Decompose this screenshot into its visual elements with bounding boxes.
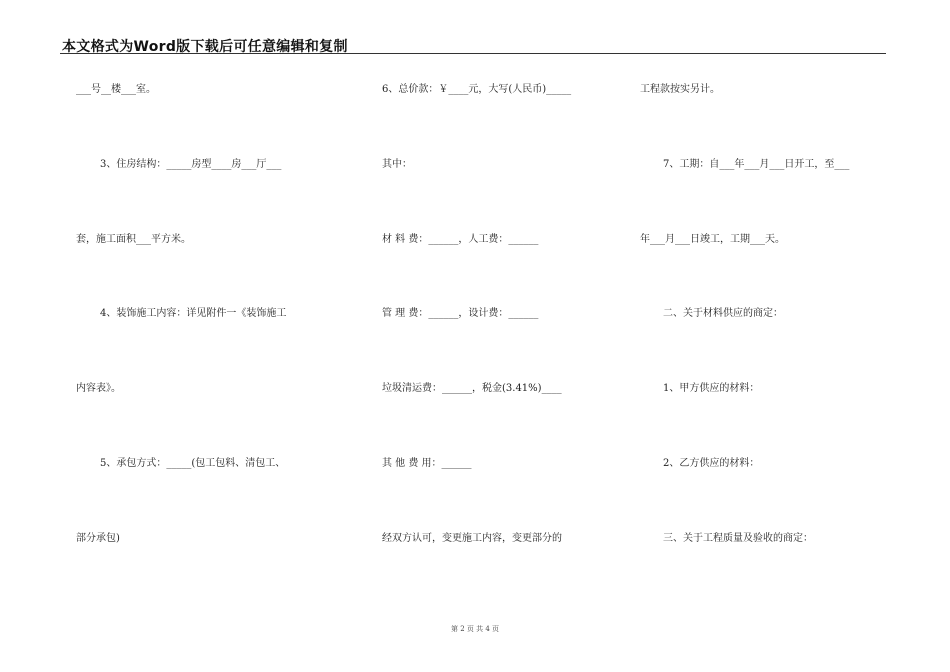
- left-line-7: 部分承包): [76, 533, 120, 544]
- middle-line-5: 垃圾清运费：______，税金(3.41%)____: [382, 383, 562, 394]
- middle-line-7: 经双方认可，变更施工内容，变更部分的: [382, 533, 562, 544]
- middle-line-6: 其 他 费 用：______: [382, 458, 472, 469]
- middle-line-4: 管 理 费：______，设计费：______: [382, 308, 539, 319]
- right-line-4: 二、关于材料供应的商定：: [663, 308, 783, 319]
- right-line-3: 年___月___日竣工，工期___天。: [640, 234, 785, 245]
- header-divider: [60, 53, 886, 54]
- right-line-7: 三、关于工程质量及验收的商定：: [663, 533, 813, 544]
- left-line-1: ___号__楼___室。: [76, 84, 156, 95]
- middle-line-3: 材 料 费：______，人工费：______: [382, 234, 539, 245]
- middle-line-2: 其中：: [382, 159, 412, 170]
- right-line-5: 1、甲方供应的材料：: [663, 383, 760, 394]
- left-line-6: 5、承包方式：_____(包工包料、清包工、: [100, 458, 286, 469]
- right-line-2: 7、工期：自___年___月___日开工，至___: [663, 159, 850, 170]
- middle-line-1: 6、总价款：￥____元，大写(人民币)_____: [382, 84, 572, 95]
- left-line-2: 3、住房结构：_____房型____房___厅___: [100, 159, 282, 170]
- left-line-5: 内容表》。: [76, 383, 121, 394]
- left-line-3: 套，施工面积___平方米。: [76, 234, 191, 245]
- document-header-title: 本文格式为Word版下载后可任意编辑和复制: [62, 39, 348, 55]
- left-line-4: 4、装饰施工内容：详见附件一《装饰施工: [100, 308, 287, 319]
- right-line-6: 2、乙方供应的材料：: [663, 458, 760, 469]
- page-number-footer: 第 2 页 共 4 页: [450, 625, 500, 633]
- right-line-1: 工程款按实另计。: [640, 84, 720, 95]
